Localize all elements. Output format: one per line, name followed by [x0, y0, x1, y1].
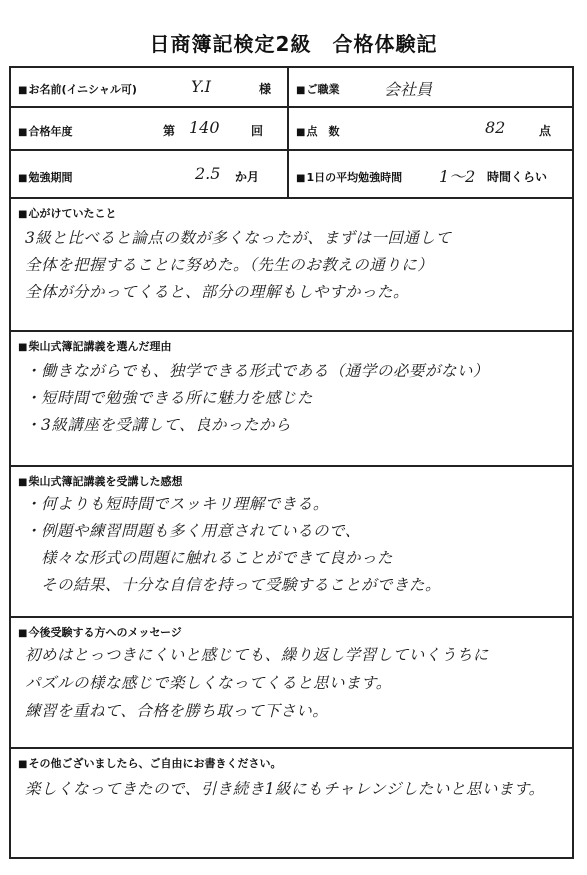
score-suffix: 点	[539, 124, 552, 138]
daily-label: ■ 1日の平均勉強時間	[296, 169, 402, 185]
daily-suffix: 時間くらい	[487, 170, 548, 184]
section-message-line: パズルの様な感じで楽しくなってくると思います。	[25, 674, 392, 692]
section-mindset-line: 3級と比べると論点の数が多くなったが、まずは一回通して	[25, 229, 452, 247]
section-mindset-label: ■ 心がけていたこと	[18, 205, 116, 221]
section-message-label: ■ 今後受験する方へのメッセージ	[18, 624, 182, 640]
year-suffix: 回	[251, 124, 264, 138]
section-other-line: 楽しくなってきたので、引き続き1級にもチャレンジしたいと思います。	[25, 780, 545, 798]
year-value: 140	[189, 118, 220, 137]
name-suffix: 様	[259, 82, 272, 96]
score-value: 82	[485, 118, 506, 137]
section-reason-label: ■ 柴山式簿記講義を選んだ理由	[18, 338, 171, 354]
section-mindset-line: 全体が分かってくると、部分の理解もしやすかった。	[25, 283, 410, 301]
job-value: 会社員	[384, 80, 433, 99]
score-cell	[289, 108, 572, 149]
row-period-daily	[11, 151, 572, 199]
section-impression-line: ・例題や練習問題も多く用意されているので、	[25, 522, 361, 540]
section-reason-line: ・働きながらでも、独学できる形式である（通学の必要がない）	[25, 362, 489, 380]
section-impression-line: その結果、十分な自信を持って受験することができた。	[25, 576, 442, 594]
section-reason-line: ・短時間で勉強できる所に魅力を感じた	[25, 389, 314, 407]
year-prefix: 第	[163, 124, 176, 138]
section-impression-line: ・何よりも短時間でスッキリ理解できる。	[25, 495, 329, 513]
section-impression-line: 様々な形式の問題に触れることができて良かった	[25, 549, 394, 567]
period-cell	[11, 151, 289, 197]
score-label: ■ 点 数	[296, 123, 339, 139]
section-other-label: ■ その他ございましたら、ご自由にお書きください。	[18, 755, 281, 771]
row-year-score	[11, 108, 572, 151]
daily-value: 1～2	[439, 167, 476, 186]
job-label: ■ ご職業	[296, 81, 339, 97]
section-mindset-line: 全体を把握することに努めた。（先生のお教えの通りに）	[25, 256, 434, 274]
section-impression-label: ■ 柴山式簿記講義を受講した感想	[18, 473, 182, 489]
name-cell	[11, 68, 289, 106]
section-reason-line: ・3級講座を受講して、良かったから	[25, 416, 292, 434]
section-message-line: 練習を重ねて、合格を勝ち取って下さい。	[25, 702, 329, 720]
period-value: 2.5	[195, 164, 221, 183]
name-label: ■ お名前(イニシャル可)	[18, 81, 137, 97]
report-form	[9, 66, 574, 859]
section-impression	[11, 467, 572, 618]
year-label: ■ 合格年度	[18, 123, 72, 139]
section-message-line: 初めはとっつきにくいと感じても、繰り返し学習していくうちに	[25, 646, 489, 664]
section-reason	[11, 332, 572, 467]
period-suffix: か月	[235, 170, 260, 184]
section-message	[11, 618, 572, 749]
period-label: ■ 勉強期間	[18, 169, 72, 185]
row-name-job	[11, 68, 572, 108]
year-cell	[11, 108, 289, 149]
section-other	[11, 749, 572, 857]
job-cell	[289, 68, 572, 106]
section-mindset	[11, 199, 572, 332]
daily-cell	[289, 151, 572, 197]
page-title: 日商簿記検定2級 合格体験記	[149, 32, 438, 56]
name-value: Y.I	[191, 77, 211, 96]
